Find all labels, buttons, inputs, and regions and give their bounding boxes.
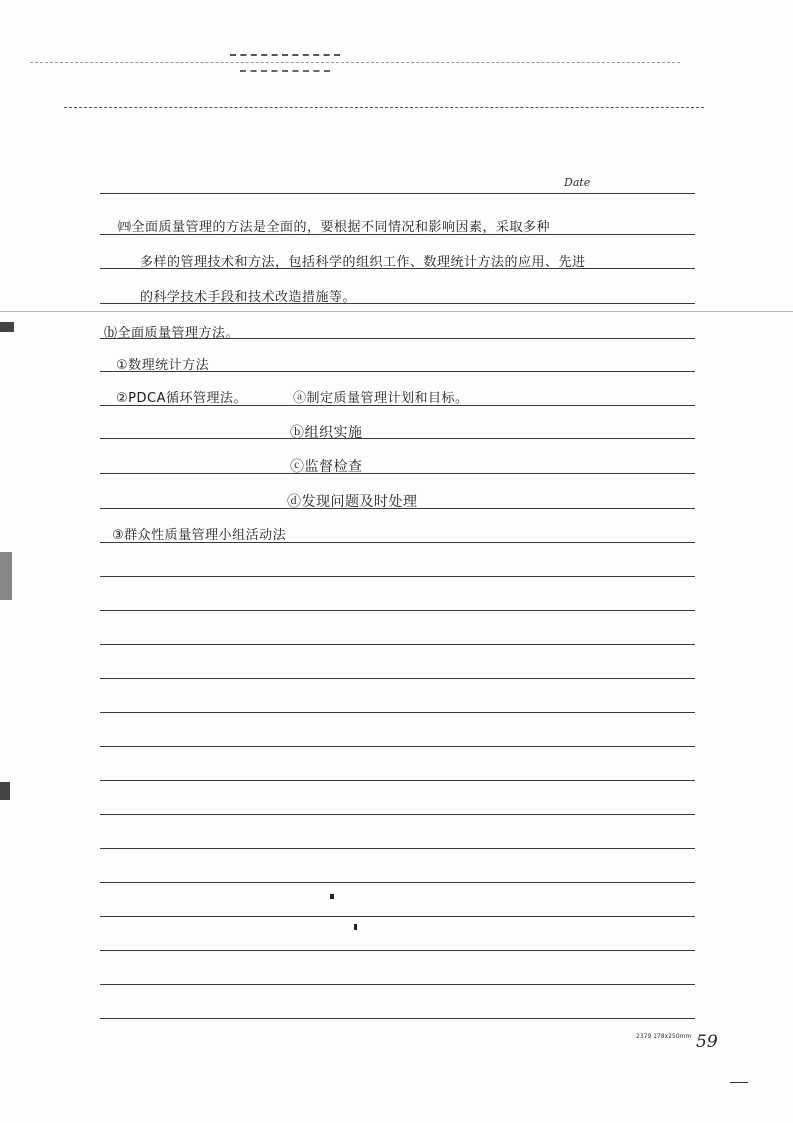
ruled-line xyxy=(100,848,695,849)
note-line-10: ③群众性质量管理小组活动法 xyxy=(112,528,287,543)
note-line-3: 的科学技术手段和技术改造措施等。 xyxy=(140,290,357,305)
scan-fold-line xyxy=(0,311,793,312)
ruled-line xyxy=(100,984,695,985)
ruled-line xyxy=(100,193,695,194)
scan-artifact-line xyxy=(30,62,680,63)
ink-dot xyxy=(330,894,334,899)
note-line-1: ㈣全面质量管理的方法是全面的，要根据不同情况和影响因素，采取多种 xyxy=(118,220,551,235)
ruled-line xyxy=(100,610,695,611)
edge-mark xyxy=(0,782,10,800)
edge-mark xyxy=(0,322,14,332)
page-number: 59 xyxy=(696,1032,718,1052)
note-line-7: ⓑ组织实施 xyxy=(290,425,363,441)
ruled-line xyxy=(100,712,695,713)
scan-artifact-line xyxy=(240,70,330,72)
note-line-6b: ⓐ制定质量管理计划和目标。 xyxy=(293,391,469,406)
scan-artifact-line xyxy=(730,1082,748,1083)
ruled-line xyxy=(100,950,695,951)
ruled-line xyxy=(100,576,695,577)
ruled-line xyxy=(100,882,695,883)
note-line-8: ⓒ监督检查 xyxy=(290,459,363,475)
scan-artifact-line xyxy=(230,54,340,56)
ruled-line xyxy=(100,746,695,747)
note-line-9: ⓓ发现问题及时处理 xyxy=(287,494,418,510)
ruled-line xyxy=(100,644,695,645)
scan-artifact-line xyxy=(64,107,704,108)
note-line-5: ①数理统计方法 xyxy=(116,358,210,373)
note-line-4: ⒝全面质量管理方法。 xyxy=(104,326,240,341)
edge-mark xyxy=(0,552,12,600)
ruled-line xyxy=(100,438,695,439)
ruled-line xyxy=(100,1018,695,1019)
ruled-line xyxy=(100,473,695,474)
ruled-line xyxy=(100,678,695,679)
ruled-line xyxy=(100,916,695,917)
ruled-line xyxy=(100,780,695,781)
ruled-line xyxy=(100,814,695,815)
date-label: Date xyxy=(564,176,591,189)
note-line-2: 多样的管理技术和方法，包括科学的组织工作、数理统计方法的应用、先进 xyxy=(140,255,586,270)
note-line-6a: ②PDCA循环管理法。 xyxy=(116,391,247,406)
notebook-code: 2379 178x250mm xyxy=(636,1033,692,1040)
ink-dot xyxy=(354,924,357,930)
